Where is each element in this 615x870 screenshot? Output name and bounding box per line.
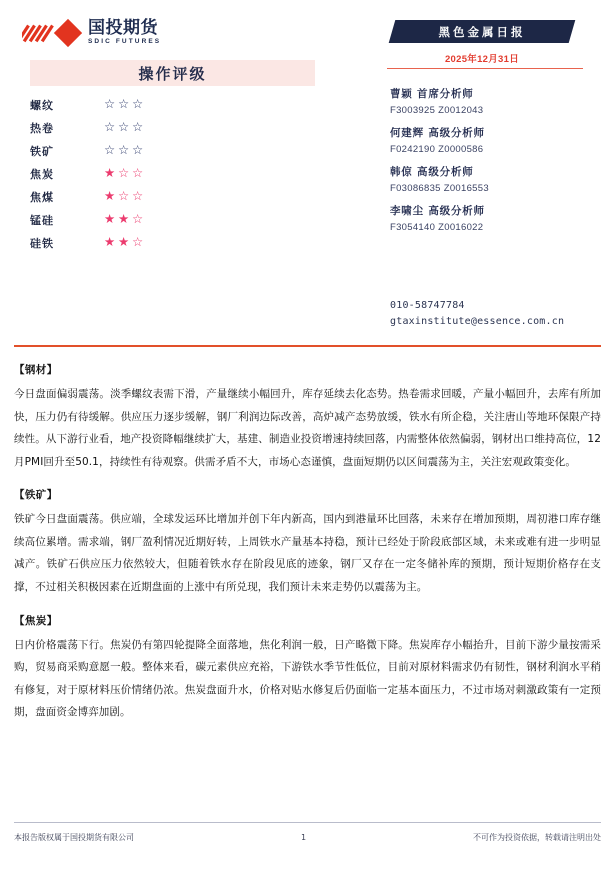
operation-rating-list [0,93,340,254]
star-empty-icon: ☆ [132,120,145,135]
rating-stars [104,167,146,180]
rating-row [0,162,340,185]
rating-row-label: 铁矿 [30,144,54,158]
section-title: 【铁矿】 [14,489,58,502]
report-title: 黑色金属日报 [438,24,526,39]
star-empty-icon: ☆ [118,120,131,135]
report-date: 2025年12月31日 [444,54,520,65]
section-body-text: 铁矿今日盘面震荡。供应端，全球发运环比增加并创下年内新高，国内到港量环比回落，未来存在增加预期，周初港口库存继续高位累增。需求端，钢厂盈利情况近期好转，上周铁水产量基本持稳，预计已经处于阶段底部区域，未来或难有进一步明显减产。铁矿石供应压力依然较大，但随着铁水存在阶段见底的迹象，钢厂又存在一定冬储补库的预期，预计短期价格存在支撑，不过相关积极因素在近期盘面的上涨中有所兑现，我们预计未来走势仍以震荡为主。 [14,513,601,593]
section-title: 【焦炭】 [14,614,58,627]
report-section [14,487,601,598]
report-section [14,613,601,724]
rating-row-label: 锰硅 [30,213,54,227]
footer-page-number: 1 [300,833,307,842]
rating-stars [104,144,146,157]
rating-row [0,208,340,231]
page-footer [14,832,601,843]
analyst-entry [390,203,615,233]
logo-name-en: SDIC FUTURES [88,38,162,46]
analyst-license-codes: F3003925 Z0012043 [390,105,484,116]
star-empty-icon: ☆ [104,143,117,158]
section-title: 【钢材】 [14,364,58,376]
rating-row [0,116,340,139]
report-header [0,0,615,335]
rating-stars [104,236,146,249]
operation-rating-title-label: 操作评级 [138,64,207,83]
operation-rating-title [30,60,315,86]
star-filled-icon: ★ [118,212,131,227]
header-body-divider [14,345,601,347]
star-empty-icon: ☆ [118,189,131,204]
star-empty-icon: ☆ [118,143,131,158]
star-filled-icon: ★ [118,235,131,250]
rating-row [0,231,340,254]
star-empty-icon: ☆ [118,166,131,181]
date-divider [387,68,583,69]
analyst-license-codes: F3054140 Z0016022 [390,222,484,233]
rating-stars [104,121,146,134]
rating-stars [104,213,146,226]
analyst-entry [390,164,615,194]
analyst-name: 李啸尘 高级分析师 [390,205,485,217]
star-filled-icon: ★ [104,212,117,227]
star-empty-icon: ☆ [132,97,145,112]
star-empty-icon: ☆ [132,235,145,250]
report-body [14,362,601,738]
contact-phone: 010-58747784 [390,300,465,311]
analyst-license-codes: F03086835 Z0016553 [390,183,489,194]
analyst-license-codes: F0242190 Z0000586 [390,144,484,155]
contact-block [390,300,615,332]
analyst-entry [390,125,615,155]
rating-row-label: 热卷 [30,121,54,135]
analyst-name: 曹颖 首席分析师 [390,88,474,100]
report-section [14,362,601,473]
company-logo [22,18,161,48]
analyst-list [390,86,615,242]
rating-row-label: 焦煤 [30,190,54,204]
analyst-entry [390,86,615,116]
sdic-diamond-logo-icon [22,18,82,48]
star-filled-icon: ★ [104,235,117,250]
star-empty-icon: ☆ [104,120,117,135]
rating-row-label: 焦炭 [30,167,54,181]
section-body-text: 今日盘面偏弱震荡。淡季螺纹表需下滑，产量继续小幅回升，库存延续去化态势。热卷需求回暖，产量小幅回升，去库有所加快，压力仍有待缓解。供应压力逐步缓解，钢厂利润边际改善，高炉减产态势放缓，铁水有所企稳，关注唐山等地环保限产持续性。从下游行业看，地产投资降幅继续扩大，基建、制造业投资增速持续回落，内需整体依然偏弱，钢材出口维持高位，12月PMI回升至50.1，持续性有待观察。供需矛盾不大，市场心态谨慎，盘面短期仍以区间震荡为主，关注宏观政策变化。 [14,388,601,468]
analyst-name: 何建辉 高级分析师 [390,127,485,139]
analyst-name: 韩倞 高级分析师 [390,166,474,178]
star-filled-icon: ★ [104,166,117,181]
rating-row [0,185,340,208]
star-empty-icon: ☆ [132,212,145,227]
logo-wordmark [88,20,161,46]
footer-disclaimer: 不可作为投资依据，转载请注明出处 [473,833,601,842]
footer-divider [14,822,601,823]
star-empty-icon: ☆ [132,143,145,158]
rating-stars [104,190,146,203]
contact-email: gtaxinstitute@essence.com.cn [390,316,565,327]
rating-stars [104,98,146,111]
section-body-text: 日内价格震荡下行。焦炭仍有第四轮提降全面落地，焦化利润一般，日产略微下降。焦炭库存小幅抬升，目前下游少量按需采购，贸易商采购意愿一般。整体来看，碳元素供应充裕，下游铁水季节性低位，目前对原材料需求仍有韧性，钢材利润水平稍有修复，对于原材料压价情绪仍浓。焦炭盘面升水，价格对贴水修复后仍面临一定基本面压力，不过市场对刺激政策有一定预期，盘面资金博弈加剧。 [14,638,601,719]
footer-copyright: 本报告版权属于国投期货有限公司 [14,833,134,842]
star-empty-icon: ☆ [132,189,145,204]
logo-name-cn: 国投期货 [88,18,158,39]
star-filled-icon: ★ [104,189,117,204]
rating-row-label: 螺纹 [30,98,54,112]
star-empty-icon: ☆ [118,97,131,112]
star-empty-icon: ☆ [104,97,117,112]
rating-row [0,139,340,162]
rating-row [0,93,340,116]
star-empty-icon: ☆ [132,166,145,181]
rating-row-label: 硅铁 [30,236,54,250]
